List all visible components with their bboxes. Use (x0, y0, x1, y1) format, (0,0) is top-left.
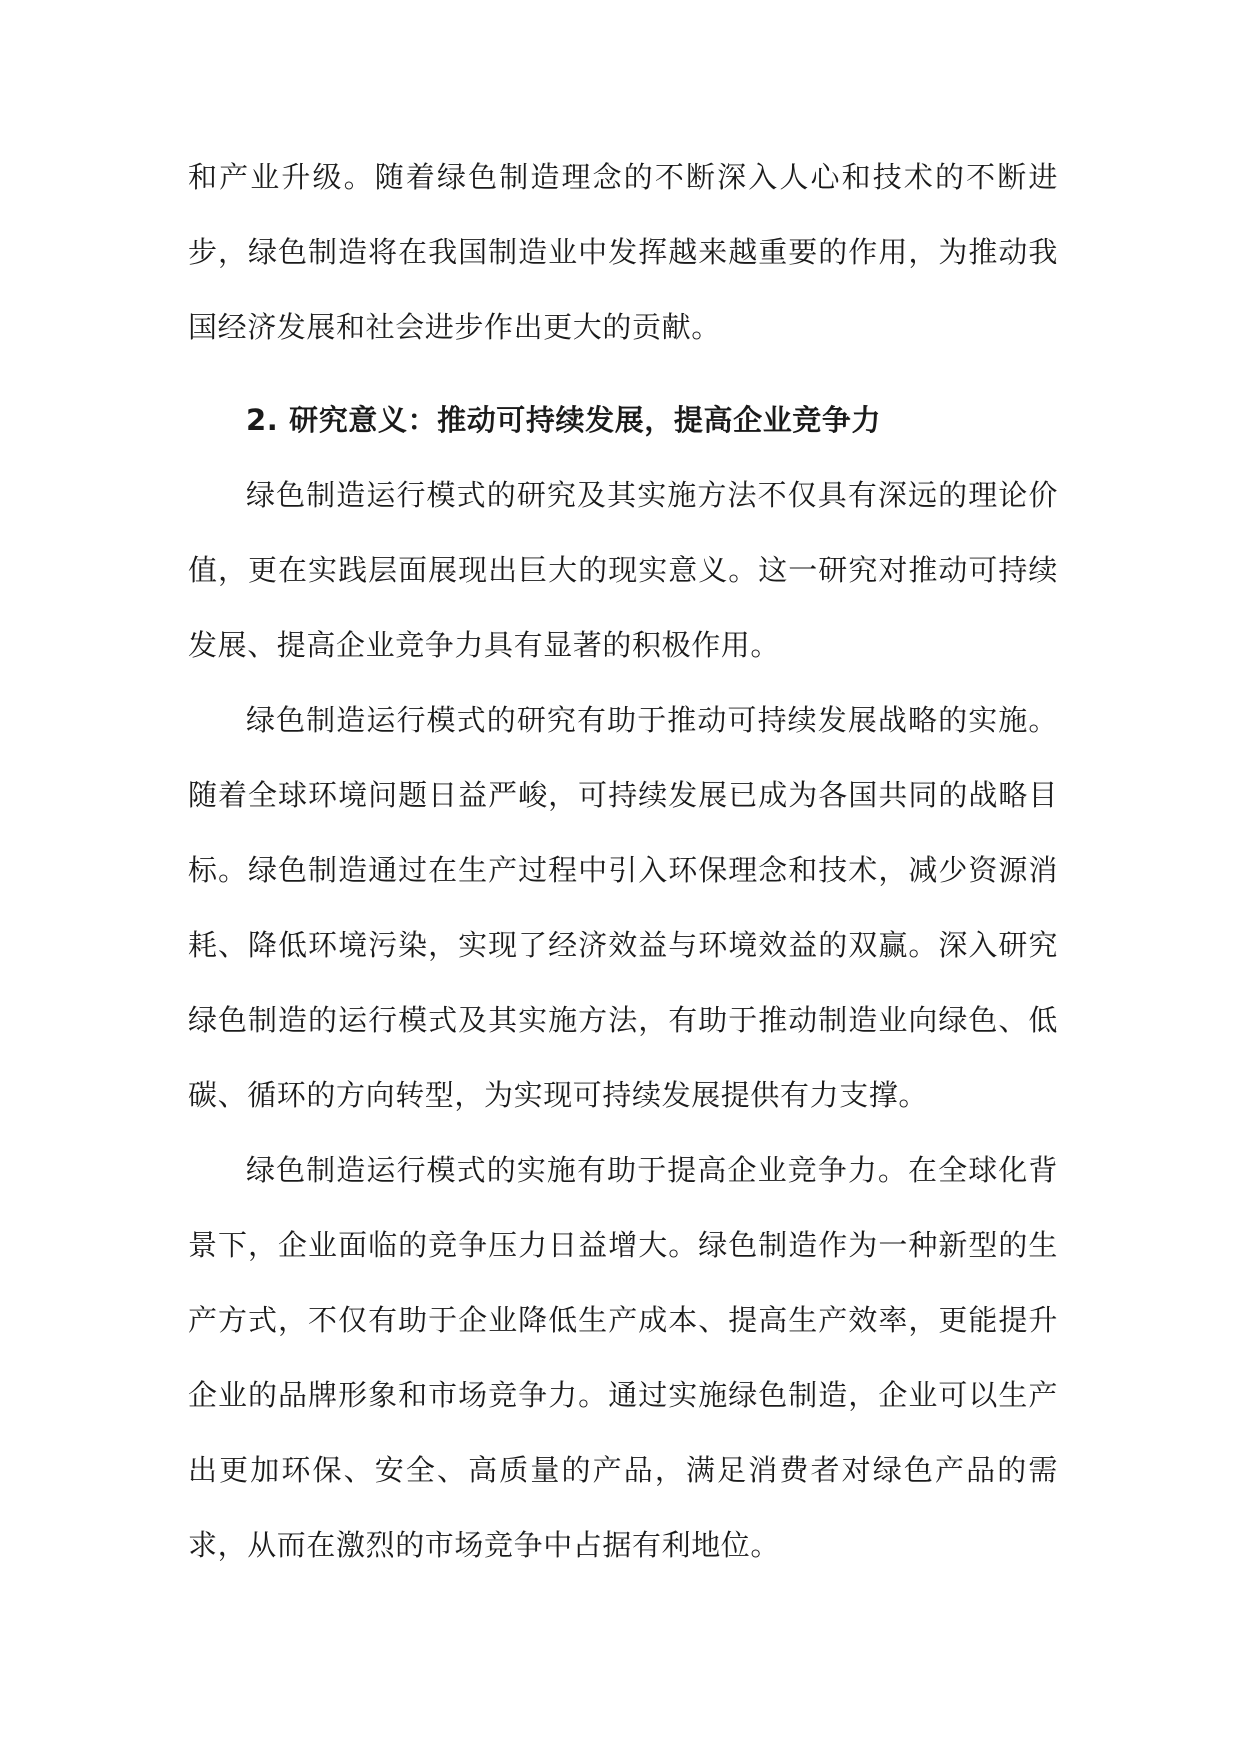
section-heading-text: 研究意义：推动可持续发展，提高企业竞争力 (289, 403, 882, 437)
document-body (188, 140, 1058, 1583)
section-heading (188, 365, 1058, 458)
paragraph-intro-continuation: 和产业升级。随着绿色制造理念的不断深入人心和技术的不断进步，绿色制造将在我国制造业中发挥越来越重要的作用，为推动我国经济发展和社会进步作出更大的贡献。 (188, 160, 1058, 344)
section-heading-number: 2. (246, 403, 279, 437)
paragraph-sustainable-development: 绿色制造运行模式的研究有助于推动可持续发展战略的实施。随着全球环境问题日益严峻，可持续发展已成为各国共同的战略目标。绿色制造通过在生产过程中引入环保理念和技术，减少资源消耗、降低环境污染，实现了经济效益与环境效益的双赢。深入研究绿色制造的运行模式及其实施方法，有助于推动制造业向绿色、低碳、循环的方向转型，为实现可持续发展提供有力支撑。 (188, 703, 1058, 1112)
paragraph-research-significance: 绿色制造运行模式的研究及其实施方法不仅具有深远的理论价值，更在实践层面展现出巨大的现实意义。这一研究对推动可持续发展、提高企业竞争力具有显著的积极作用。 (188, 478, 1058, 662)
paragraph-enterprise-competitiveness: 绿色制造运行模式的实施有助于提高企业竞争力。在全球化背景下，企业面临的竞争压力日益增大。绿色制造作为一种新型的生产方式，不仅有助于企业降低生产成本、提高生产效率，更能提升企业的品牌形象和市场竞争力。通过实施绿色制造，企业可以生产出更加环保、安全、高质量的产品，满足消费者对绿色产品的需求，从而在激烈的市场竞争中占据有利地位。 (188, 1153, 1058, 1562)
